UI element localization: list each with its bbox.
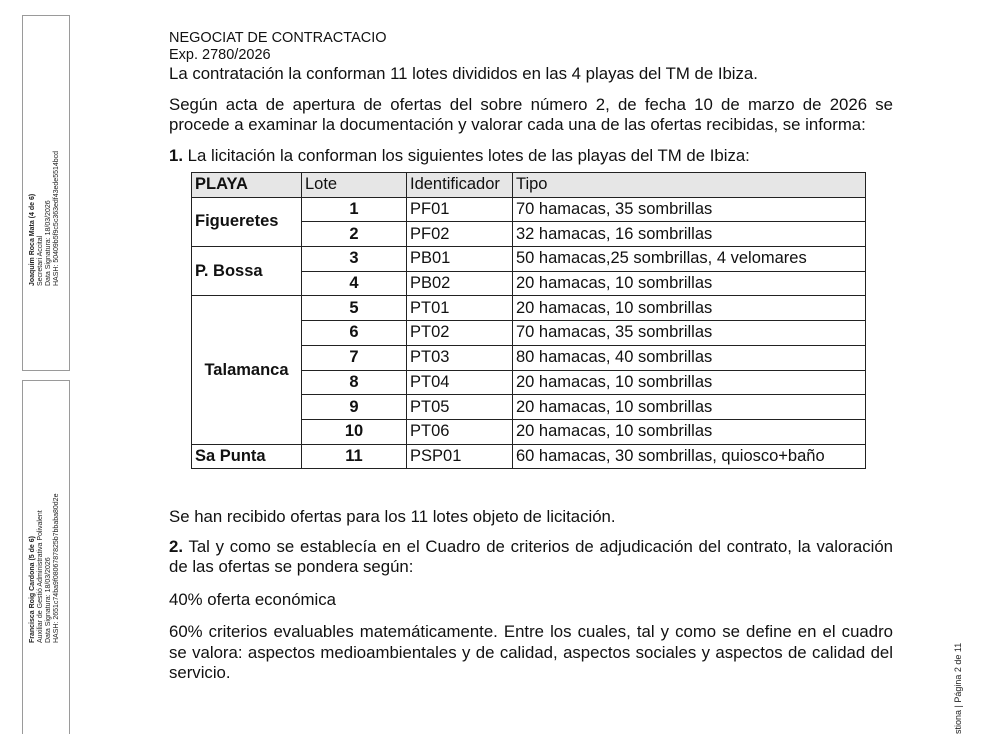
lote-cell: 2 <box>302 222 407 247</box>
signature-box-2 <box>22 380 70 734</box>
tipo-cell: 60 hamacas, 30 sombrillas, quiosco+baño <box>513 444 866 469</box>
signature-hash: HASH: 2651c74ba9f0806787825b7bbaba80d2e <box>53 493 60 643</box>
ofertas-recibidas-paragraph: Se han recibido ofertas para los 11 lotes objeto de licitación. <box>169 507 616 527</box>
tipo-cell: 80 hamacas, 40 sombrillas <box>513 345 866 370</box>
signer-role: Auxiliar de Gestió Administrativa Polivalent <box>37 510 44 643</box>
tipo-cell: 20 hamacas, 10 sombrillas <box>513 419 866 444</box>
intro-paragraph: La contratación la conforman 11 lotes divididos en las 4 playas del TM de Ibiza. <box>169 64 758 83</box>
acta-paragraph: Según acta de apertura de ofertas del sobre número 2, de fecha 10 de marzo de 2026 se procede a examinar la documentación y valorar cada una de las ofertas recibidas, se informa: <box>169 94 893 134</box>
lots-table <box>191 172 866 469</box>
lote-cell: 11 <box>302 444 407 469</box>
table-row <box>192 247 866 272</box>
lote-cell: 8 <box>302 370 407 395</box>
department-heading: NEGOCIAT DE CONTRACTACIO <box>169 30 387 46</box>
document-body <box>169 30 893 684</box>
lote-cell: 9 <box>302 395 407 420</box>
id-cell: PF02 <box>407 222 513 247</box>
id-cell: PB02 <box>407 271 513 296</box>
lote-cell: 6 <box>302 321 407 346</box>
id-cell: PT02 <box>407 321 513 346</box>
id-cell: PB01 <box>407 247 513 272</box>
tipo-cell: 20 hamacas, 10 sombrillas <box>513 370 866 395</box>
header-tipo: Tipo <box>513 173 866 198</box>
tipo-cell: 20 hamacas, 10 sombrillas <box>513 271 866 296</box>
signature-box-1 <box>22 15 70 371</box>
header-lote: Lote <box>302 173 407 198</box>
signer-role: Secretari Accital <box>37 235 44 286</box>
lote-cell: 4 <box>302 271 407 296</box>
id-cell: PF01 <box>407 197 513 222</box>
playa-cell: Sa Punta <box>192 444 302 469</box>
tipo-cell: 50 hamacas,25 sombrillas, 4 velomares <box>513 247 866 272</box>
table-header-row <box>192 173 866 198</box>
signature-block-1 <box>29 151 61 286</box>
id-cell: PT03 <box>407 345 513 370</box>
criterios-text: Tal y como se establecía en el Cuadro de criterios de adjudicación del contrato, la valoración de las ofertas se pondera según: <box>169 536 893 577</box>
tipo-cell: 32 hamacas, 16 sombrillas <box>513 222 866 247</box>
tipo-cell: 70 hamacas, 35 sombrillas <box>513 197 866 222</box>
page-number-footer: stiona | Página 2 de 11 <box>953 642 963 734</box>
signature-date: Data Signatura: 18/03/2026 <box>45 200 52 286</box>
signature-hash: HASH: 50409b5f9c5c363edf43ede5514bcd <box>53 150 60 286</box>
signature-date: Data Signatura: 18/03/2026 <box>45 557 52 643</box>
lote-cell: 3 <box>302 247 407 272</box>
lote-cell: 7 <box>302 345 407 370</box>
playa-cell: Talamanca <box>192 296 302 444</box>
id-cell: PT05 <box>407 395 513 420</box>
lote-cell: 1 <box>302 197 407 222</box>
criterios-paragraph <box>169 537 893 578</box>
id-cell: PSP01 <box>407 444 513 469</box>
tipo-cell: 20 hamacas, 10 sombrillas <box>513 296 866 321</box>
oferta-economica-paragraph: 40% oferta económica <box>169 589 336 609</box>
id-cell: PT04 <box>407 370 513 395</box>
tipo-cell: 70 hamacas, 35 sombrillas <box>513 321 866 346</box>
section-number: 1. <box>169 145 183 165</box>
licitacion-paragraph <box>169 146 893 167</box>
id-cell: PT06 <box>407 419 513 444</box>
table-row <box>192 197 866 222</box>
signature-block-2 <box>29 494 61 643</box>
id-cell: PT01 <box>407 296 513 321</box>
header-identificador: Identificador <box>407 173 513 198</box>
criterios-evaluables-paragraph: 60% criterios evaluables matemáticamente. Entre los cuales, tal y como se define en el cuadro se valora: aspectos medioambientales y de calidad, aspectos sociales y aspectos de calidad del servicio. <box>169 622 893 683</box>
table-row <box>192 444 866 469</box>
lote-cell: 5 <box>302 296 407 321</box>
tipo-cell: 20 hamacas, 10 sombrillas <box>513 395 866 420</box>
signer-name: Francisca Roig Cardona (5 de 6) <box>29 536 36 643</box>
playa-cell: P. Bossa <box>192 247 302 296</box>
table-row <box>192 296 866 321</box>
section-number: 2. <box>169 536 183 556</box>
playa-cell: Figueretes <box>192 197 302 246</box>
header-playa: PLAYA <box>192 173 302 198</box>
file-number: Exp. 2780/2026 <box>169 47 271 63</box>
signer-name: Joaquim Roca Mata (4 de 6) <box>29 193 36 286</box>
licitacion-text: La licitación la conforman los siguientes lotes de las playas del TM de Ibiza: <box>187 145 750 165</box>
lote-cell: 10 <box>302 419 407 444</box>
